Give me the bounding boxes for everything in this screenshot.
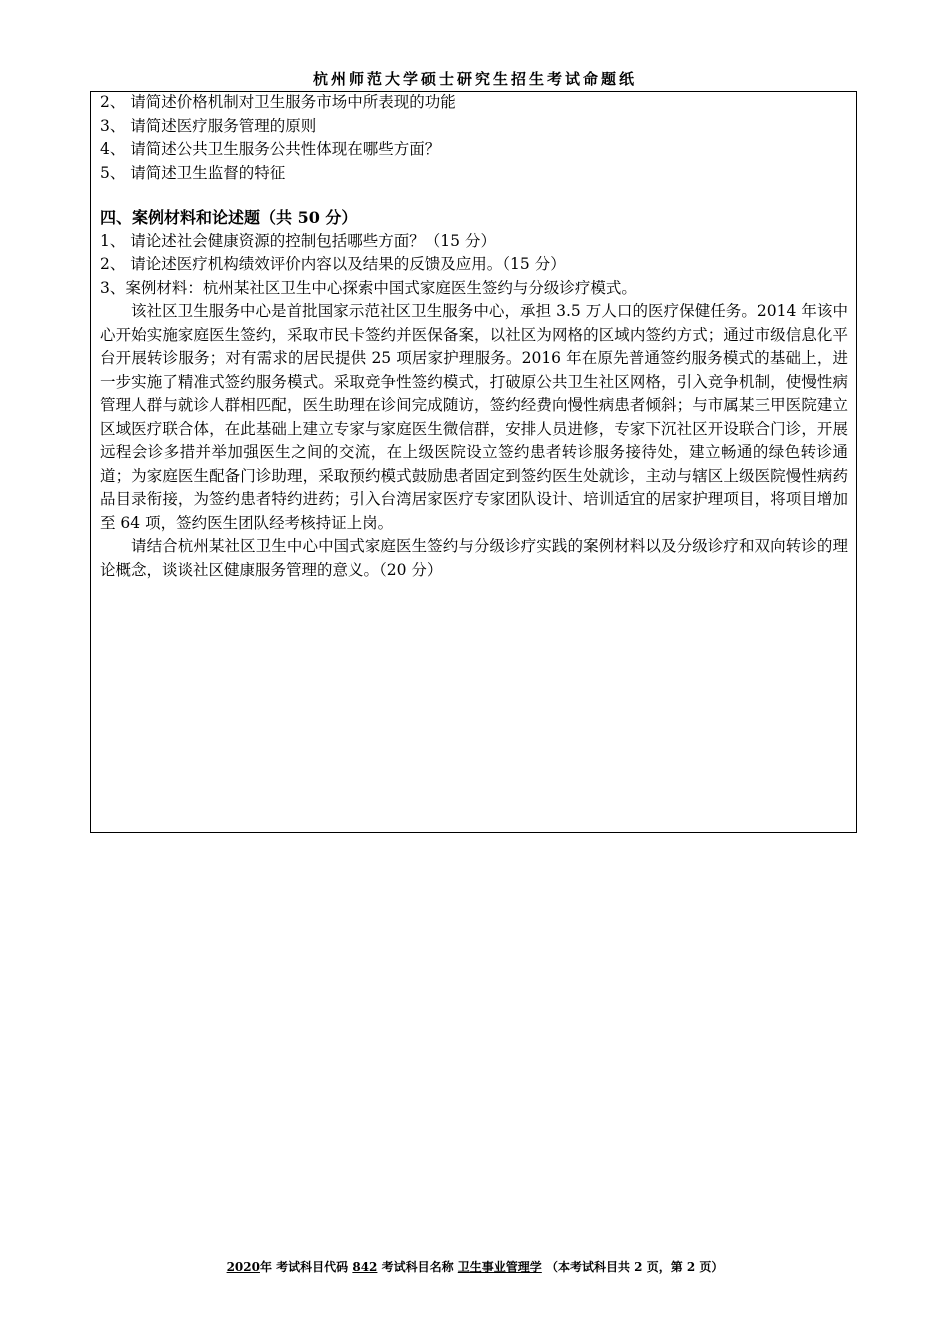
case-material-paragraph: 该社区卫生服务中心是首批国家示范社区卫生服务中心，承担 3.5 万人口的医疗保健任务。2014 年该中心开始实施家庭医生签约，采取市民卡签约并医保备案，以社区为网格的区域内签约方式；通过市级信息化平台开展转诊服务；对有需求的居民提供 25 项居家护理服务。2016 年在原先普通签约服务模式的基础上，进一步实施了精准式签约服务模式。采取竞争性签约模式，打破原公共卫生社区网格，引入竞争机制，使慢性病管理人群与就诊人群相匹配，医生助理在诊间完成随访，签约经费向慢性病患者倾斜；与市属某三甲医院建立区域医疗联合体，在此基础上建立专家与家庭医生微信群，安排人员进修，专家下沉社区开设联合门诊，开展远程会诊多措并举加强医生之间的交流，在上级医院设立签约患者转诊服务接待处，建立畅通的绿色转诊通道；为家庭医生配备门诊助理，采取预约模式鼓励患者固定到签约医生处就诊，主动与辖区上级医院慢性病药品目录衔接，为签约患者特约进药；引入台湾居家医疗专家团队设计、培训适宜的居家护理项目，将项目增加至 64 项，签约医生团队经考核持证上岗。 bbox=[100, 302, 848, 532]
case-question-3: 3、案例材料：杭州某社区卫生中心探索中国式家庭医生签约与分级诊疗模式。 bbox=[100, 278, 637, 297]
footer-subject-name: 卫生事业管理学 bbox=[457, 1260, 542, 1274]
short-question-2: 2、 请简述价格机制对卫生服务市场中所表现的功能 bbox=[100, 93, 456, 111]
short-question-3: 3、 请简述医疗服务管理的原则 bbox=[100, 116, 317, 135]
question-content bbox=[100, 91, 848, 582]
exam-paper-header: 杭州师范大学硕士研究生招生考试命题纸 bbox=[312, 70, 637, 88]
section-4-title: 四、案例材料和论述题（共 50 分） bbox=[100, 208, 358, 227]
footer-year: 2020 bbox=[226, 1260, 260, 1274]
section-spacer bbox=[100, 185, 848, 206]
short-question-5: 5、 请简述卫生监督的特征 bbox=[100, 163, 286, 182]
short-question-4: 4、 请简述公共卫生服务公共性体现在哪些方面？ bbox=[100, 140, 441, 158]
footer-year-suffix: 年 考试科目代码 bbox=[259, 1260, 349, 1274]
essay-question-1: 1、 请论述社会健康资源的控制包括哪些方面？（15 分） bbox=[100, 231, 496, 250]
footer-page-count: （本考试科目共 2 页，第 2 页） bbox=[546, 1260, 724, 1274]
essay-question-2: 2、 请论述医疗机构绩效评价内容以及结果的反馈及应用。（15 分） bbox=[100, 255, 566, 273]
case-task-paragraph: 请结合杭州某社区卫生中心中国式家庭医生签约与分级诊疗实践的案例材料以及分级诊疗和双向转诊的理论概念，谈谈社区健康服务管理的意义。（20 分） bbox=[100, 537, 848, 579]
footer-subject-code: 842 bbox=[352, 1260, 378, 1274]
exam-footer bbox=[0, 1258, 950, 1275]
footer-name-label: 考试科目名称 bbox=[377, 1260, 454, 1274]
